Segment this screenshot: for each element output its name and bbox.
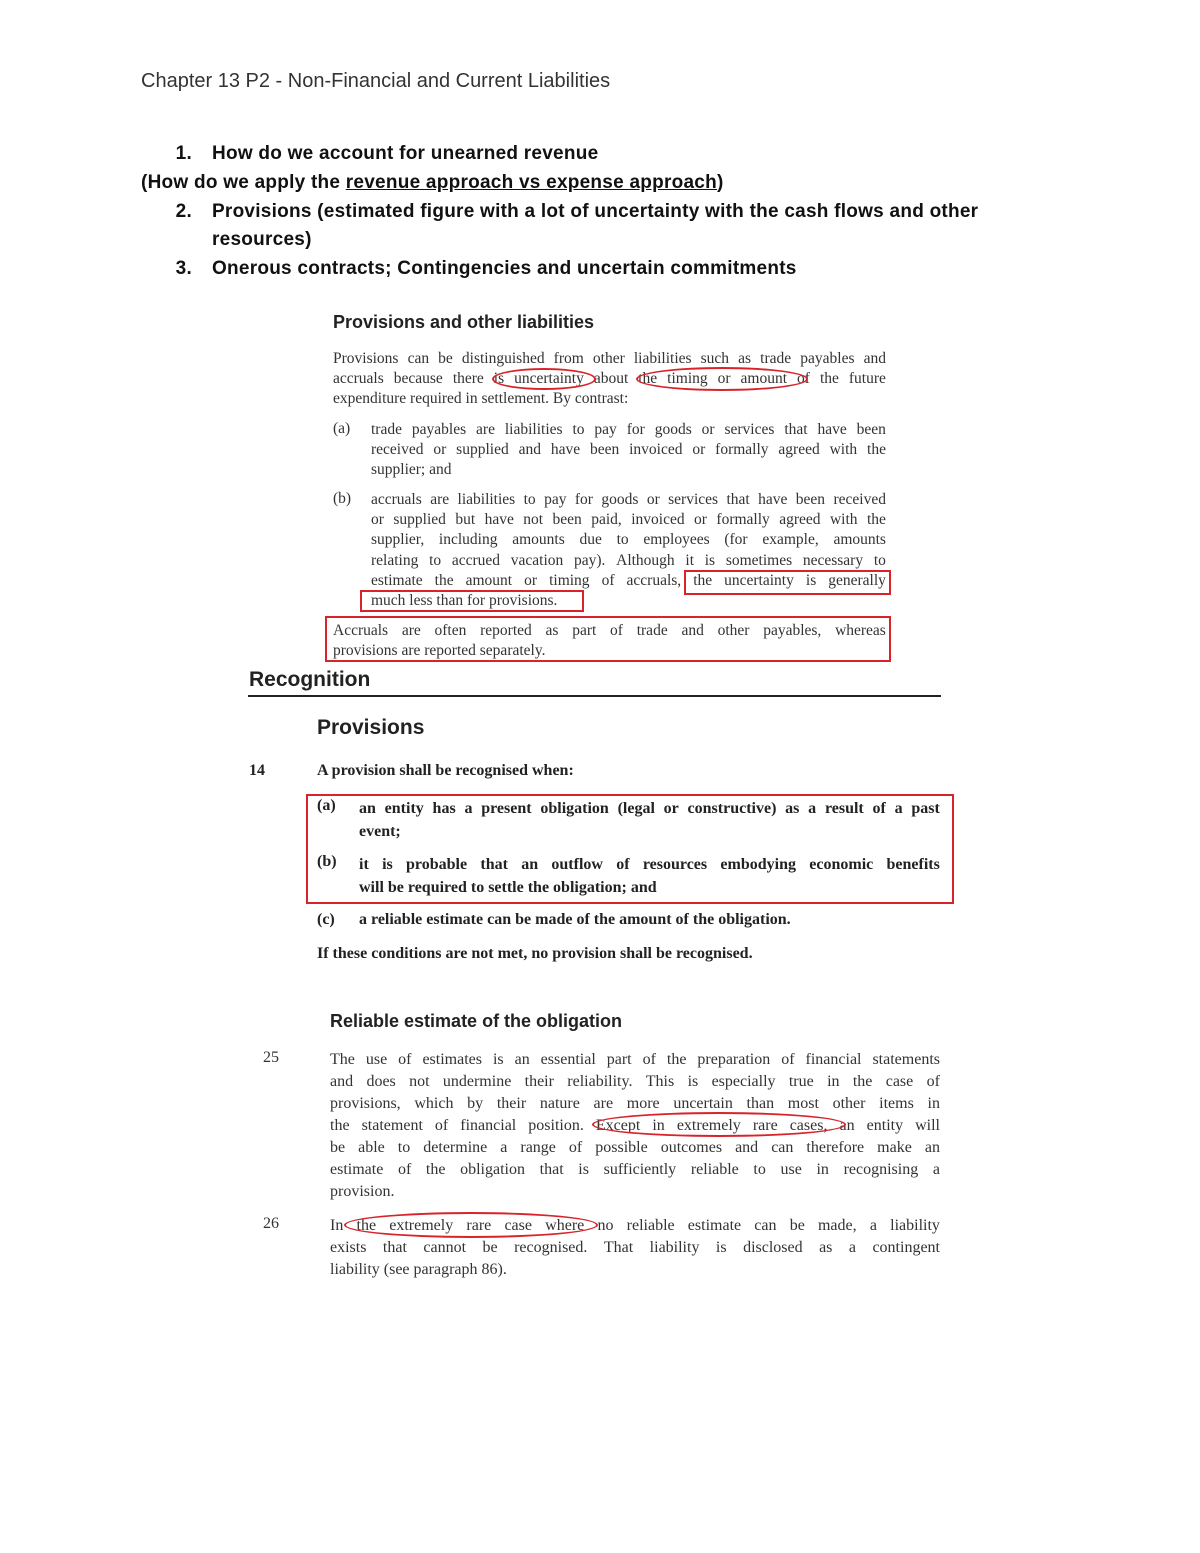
annotation-box-criteria-ab bbox=[306, 794, 954, 904]
annotation-box-accruals-note bbox=[325, 616, 891, 662]
outline-item-number: 3. bbox=[175, 258, 192, 279]
text-line: accruals are liabilities to pay for goods or services that have been received bbox=[371, 491, 886, 508]
text-line: trade payables are liabilities to pay for goods or services that have been bbox=[371, 421, 886, 438]
text-line: provision. bbox=[330, 1183, 395, 1200]
text-line: the statement of financial position. Except in extremely rare cases, an entity will bbox=[330, 1117, 940, 1134]
outline-note-prefix: (How do we apply the bbox=[141, 172, 346, 193]
criterion-label-a: (a) bbox=[317, 797, 336, 814]
annotation-ellipse-extremely-rare bbox=[592, 1112, 846, 1137]
text-line: The use of estimates is an essential part of the preparation of financial statements bbox=[330, 1051, 940, 1068]
annotation-ellipse-rare-case bbox=[344, 1212, 598, 1238]
outline-note bbox=[141, 172, 724, 194]
paragraph-number-14: 14 bbox=[249, 762, 265, 779]
text-line: estimate the amount or timing of accruals, the uncertainty is generally bbox=[371, 571, 886, 589]
section-divider bbox=[248, 695, 941, 697]
text-line: it is probable that an outflow of resources embodying economic benefits bbox=[359, 856, 940, 873]
annotation-box-much-less bbox=[360, 590, 584, 612]
text-line: provisions are reported separately. bbox=[333, 642, 546, 660]
section-heading-recognition: Recognition bbox=[249, 668, 371, 691]
outline-note-suffix: ) bbox=[716, 172, 724, 193]
text-line: provisions, which by their nature are more uncertain than most other items in bbox=[330, 1095, 940, 1112]
text-line: an entity has a present obligation (legal or constructive) as a result of a past bbox=[359, 800, 940, 817]
text-line: and does not undermine their reliability. This is especially true in the case of bbox=[330, 1073, 940, 1090]
text-line: accruals because there is uncertainty about the timing or amount of the future bbox=[333, 370, 886, 388]
item-label-a: (a) bbox=[333, 420, 351, 437]
recognition-closing: If these conditions are not met, no provision shall be recognised. bbox=[317, 945, 753, 962]
text-line: Accruals are often reported as part of trade and other payables, whereas bbox=[333, 622, 886, 639]
annotation-ellipse-timing-amount bbox=[636, 367, 808, 391]
text-line: much less than for provisions. bbox=[371, 592, 558, 610]
text-line: or supplied but have not been paid, invoiced or formally agreed with the bbox=[371, 511, 886, 529]
text-line: estimate of the obligation that is sufficiently reliable to use in recognising a bbox=[330, 1161, 940, 1178]
text-line: exists that cannot be recognised. That liability is disclosed as a contingent bbox=[330, 1239, 940, 1256]
section-heading-reliable-estimate: Reliable estimate of the obligation bbox=[330, 1011, 623, 1031]
outline-item-text: Onerous contracts; Contingencies and uncertain commitments bbox=[212, 258, 797, 279]
text-line: relating to accrued vacation pay). Although it is sometimes necessary to bbox=[371, 551, 886, 569]
sub-heading-provisions: Provisions bbox=[317, 716, 425, 739]
text-line: be able to determine a range of possible outcomes and can therefore make an bbox=[330, 1139, 940, 1156]
text-line: In the extremely rare case where no reliable estimate can be made, a liability bbox=[330, 1217, 940, 1234]
trade-payables-text bbox=[371, 420, 886, 481]
text-line: received or supplied and have been invoiced or formally agreed with the bbox=[371, 441, 886, 459]
outline-item-number: 2. bbox=[175, 201, 192, 222]
criterion-c-text: a reliable estimate can be made of the amount of the obligation. bbox=[359, 911, 791, 928]
outline-item-number: 1. bbox=[175, 143, 192, 164]
paragraph-number-26: 26 bbox=[263, 1215, 279, 1232]
text-line: liability (see paragraph 86). bbox=[330, 1261, 507, 1278]
text-line: Provisions can be distinguished from other liabilities such as trade payables and bbox=[333, 350, 886, 367]
criterion-label-b: (b) bbox=[317, 853, 337, 870]
recognition-lead: A provision shall be recognised when: bbox=[317, 762, 574, 779]
section-heading-provisions-other: Provisions and other liabilities bbox=[333, 312, 595, 332]
document-title: Chapter 13 P2 - Non-Financial and Current Liabilities bbox=[141, 70, 611, 92]
outline-note-underlined: revenue approach vs expense approach bbox=[345, 172, 717, 193]
text-line: supplier, including amounts due to employees (for example, amounts bbox=[371, 531, 886, 549]
annotation-box-uncertainty-generally bbox=[684, 570, 891, 595]
outline-item-text-cont: resources) bbox=[212, 229, 312, 250]
outline-item-text: Provisions (estimated figure with a lot of uncertainty with the cash flows and other bbox=[212, 201, 979, 222]
paragraph-number-25: 25 bbox=[263, 1049, 279, 1066]
item-label-b: (b) bbox=[333, 490, 352, 507]
text-line: will be required to settle the obligation; and bbox=[359, 879, 657, 896]
text-line: event; bbox=[359, 823, 401, 840]
text-line: supplier; and bbox=[371, 461, 452, 479]
outline-item-text: How do we account for unearned revenue bbox=[212, 143, 599, 164]
text-line: expenditure required in settlement. By contrast: bbox=[333, 390, 629, 408]
criterion-label-c: (c) bbox=[317, 911, 335, 928]
annotation-ellipse-uncertainty bbox=[492, 368, 596, 390]
